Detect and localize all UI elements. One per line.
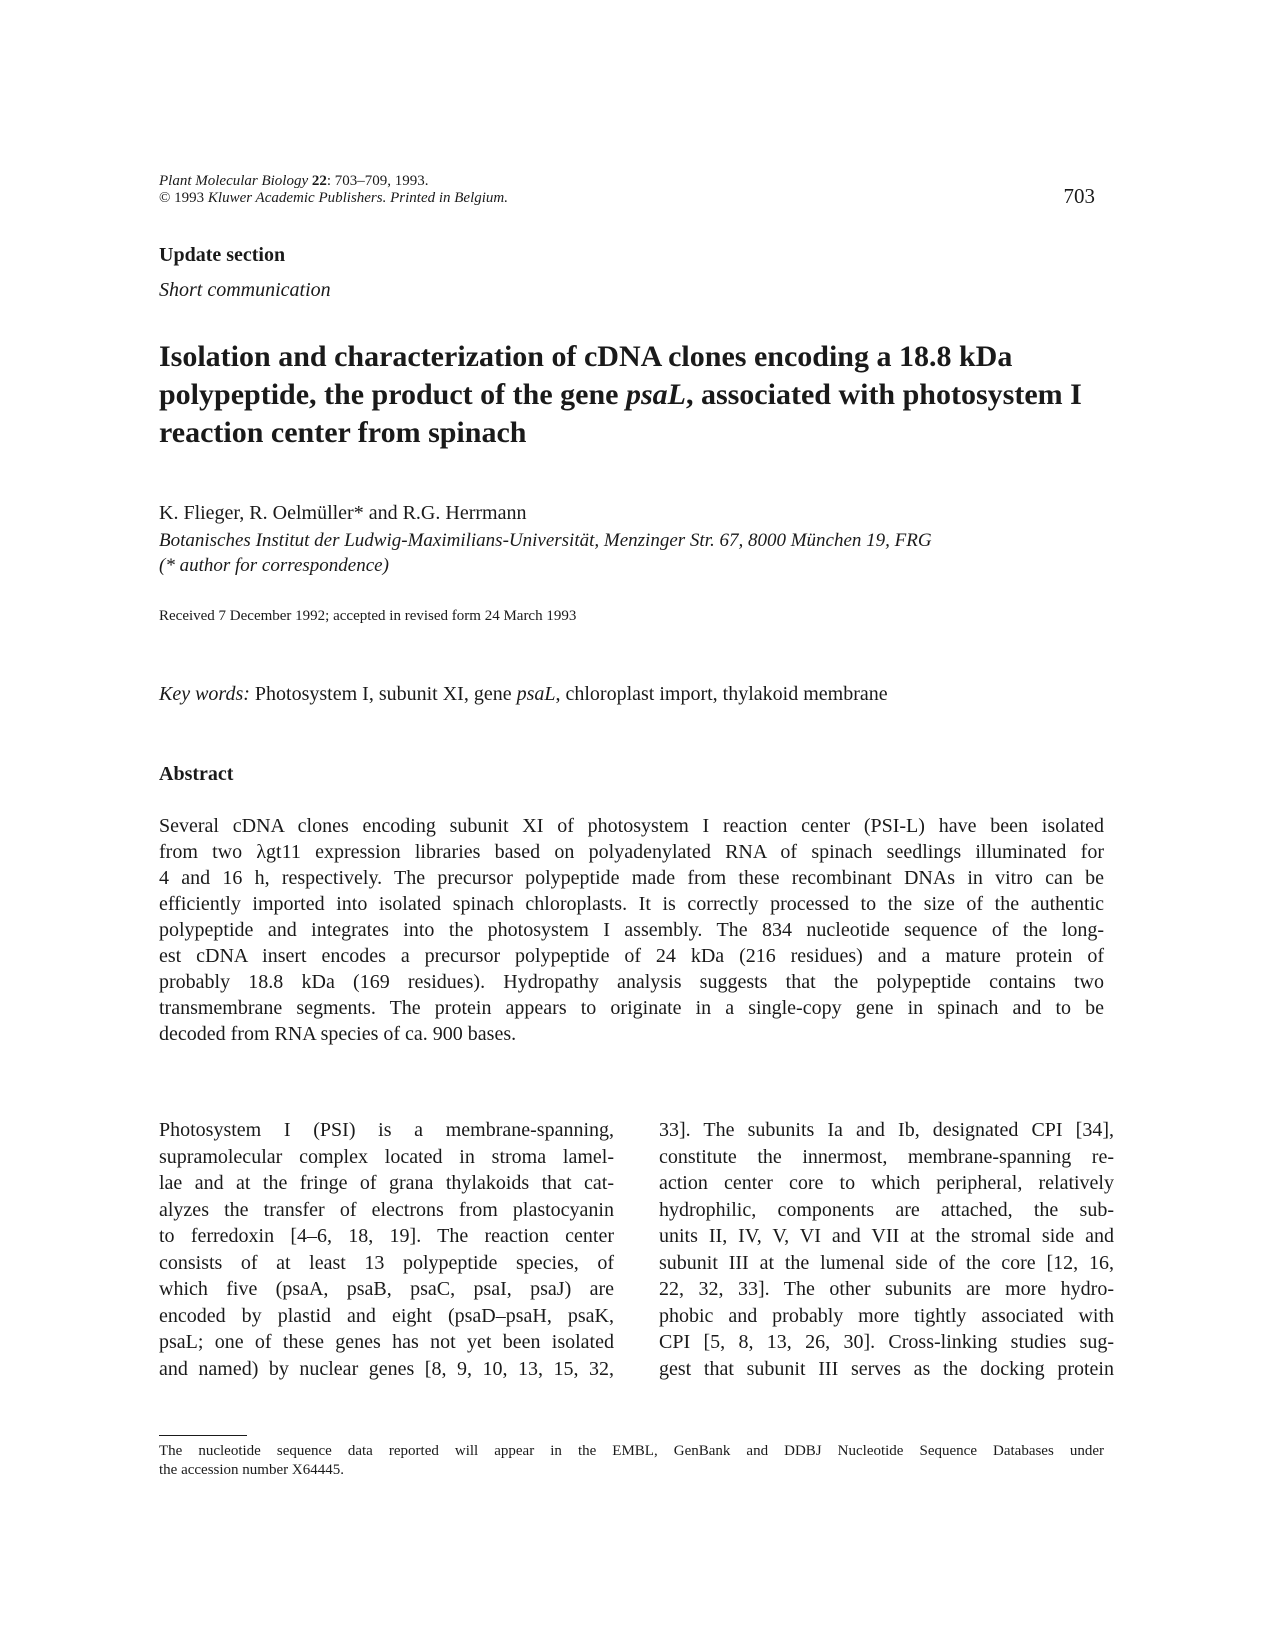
body-line: which five (psaA, psaB, psaC, psaI, psaJ) are	[159, 1278, 614, 1300]
body-line: action center core to which peripheral, relatively	[659, 1172, 1114, 1194]
page-number: 703	[1063, 184, 1095, 208]
journal-citation	[159, 173, 508, 207]
body-line: consists of at least 13 polypeptide species, of	[159, 1251, 614, 1274]
abstract-line: polypeptide and integrates into the photosystem I assembly. The 834 nucleotide sequence of the long-	[159, 919, 1104, 941]
copyright-prefix: © 1993	[159, 190, 208, 206]
keywords-text-b: , chloroplast import, thylakoid membrane	[555, 683, 888, 705]
journal-pages: : 703–709, 1993.	[326, 173, 429, 189]
abstract-heading: Abstract	[159, 763, 234, 785]
body-line: 22, 32, 33]. The other subunits are more hydro-	[659, 1278, 1114, 1300]
keywords-text-a: Photosystem I, subunit XI, gene	[249, 683, 517, 705]
footnote-rule	[159, 1435, 247, 1436]
abstract-line: from two λgt11 expression libraries based on polyadenylated RNA of spinach seedlings illuminated for	[159, 841, 1104, 863]
abstract-line: efficiently imported into isolated spinach chloroplasts. It is correctly processed to the size of the authentic	[159, 893, 1104, 915]
body-line: CPI [5, 8, 13, 26, 30]. Cross-linking studies sug-	[659, 1331, 1114, 1353]
title-line-2	[159, 376, 1099, 414]
body-line: hydrophilic, components are attached, the sub-	[659, 1198, 1114, 1221]
journal-name: Plant Molecular Biology	[159, 173, 309, 189]
paper-title	[159, 338, 1099, 452]
body-line: Photosystem I (PSI) is a membrane-spanning,	[159, 1119, 614, 1141]
affiliation-line-1: Botanisches Institut der Ludwig-Maximilians-Universität, Menzinger Str. 67, 8000 München 19, FRG	[159, 530, 932, 551]
body-line: to ferredoxin [4–6, 18, 19]. The reaction center	[159, 1225, 614, 1247]
body-line: encoded by plastid and eight (psaD–psaH, psaK,	[159, 1304, 614, 1327]
body-line: gest that subunit III serves as the docking protein	[659, 1357, 1114, 1380]
body-line: and named) by nuclear genes [8, 9, 10, 13, 15, 32,	[159, 1357, 614, 1380]
abstract-line: est cDNA insert encodes a precursor polypeptide of 24 kDa (216 residues) and a mature protein of	[159, 945, 1104, 967]
received-dates: Received 7 December 1992; accepted in revised form 24 March 1993	[159, 608, 577, 624]
body-column-left	[159, 1117, 614, 1382]
abstract-line: decoded from RNA species of ca. 900 bases.	[159, 1023, 517, 1045]
subsection-heading: Short communication	[159, 279, 331, 301]
section-heading: Update section	[159, 244, 286, 266]
body-line: units II, IV, V, VI and VII at the stromal side and	[659, 1225, 1114, 1247]
abstract-line: Several cDNA clones encoding subunit XI of photosystem I reaction center (PSI-L) have been isolated	[159, 815, 1104, 837]
copyright-line	[159, 190, 508, 207]
body-line: constitute the innermost, membrane-spanning re-	[659, 1145, 1114, 1168]
body-line: supramolecular complex located in stroma lamel-	[159, 1145, 614, 1168]
title-line-2-a: polypeptide, the product of the gene	[159, 378, 626, 411]
body-line: lae and at the fringe of grana thylakoids that cat-	[159, 1172, 614, 1194]
abstract-line: probably 18.8 kDa (169 residues). Hydropathy analysis suggests that the polypeptide contains two	[159, 971, 1104, 993]
body-line: alyzes the transfer of electrons from plastocyanin	[159, 1198, 614, 1221]
body-line: 33]. The subunits Ia and Ib, designated CPI [34],	[659, 1119, 1114, 1141]
body-column-right	[659, 1117, 1114, 1382]
abstract-line: transmembrane segments. The protein appears to originate in a single-copy gene in spinach and to be	[159, 997, 1104, 1019]
affiliation-line-2: (* author for correspondence)	[159, 555, 389, 576]
journal-line	[159, 173, 508, 190]
journal-volume: 22	[311, 173, 327, 189]
abstract-body	[159, 813, 1104, 1047]
body-line: phobic and probably more tightly associated with	[659, 1304, 1114, 1327]
footnote-line: The nucleotide sequence data reported will appear in the EMBL, GenBank and DDBJ Nucleotide Sequence Databases under	[159, 1443, 1104, 1459]
title-line-2-b: , associated with photosystem I	[685, 378, 1082, 411]
footnote-line: the accession number X64445.	[159, 1462, 344, 1478]
keywords	[159, 683, 888, 706]
title-gene: psaL	[625, 378, 686, 411]
author-list: K. Flieger, R. Oelmüller* and R.G. Herrmann	[159, 502, 527, 524]
keywords-label: Key words:	[159, 683, 250, 705]
affiliation	[159, 528, 1109, 578]
title-line-1: Isolation and characterization of cDNA clones encoding a 18.8 kDa	[159, 340, 1013, 373]
keywords-gene: psaL	[516, 683, 556, 705]
body-line: subunit III at the lumenal side of the core [12, 16,	[659, 1251, 1114, 1274]
footnote	[159, 1442, 1104, 1480]
body-line: psaL; one of these genes has not yet been isolated	[159, 1331, 614, 1353]
abstract-line: 4 and 16 h, respectively. The precursor polypeptide made from these recombinant DNAs in vitro can be	[159, 867, 1104, 889]
title-line-3: reaction center from spinach	[159, 416, 527, 449]
copyright-text: Kluwer Academic Publishers. Printed in Belgium.	[207, 190, 509, 206]
